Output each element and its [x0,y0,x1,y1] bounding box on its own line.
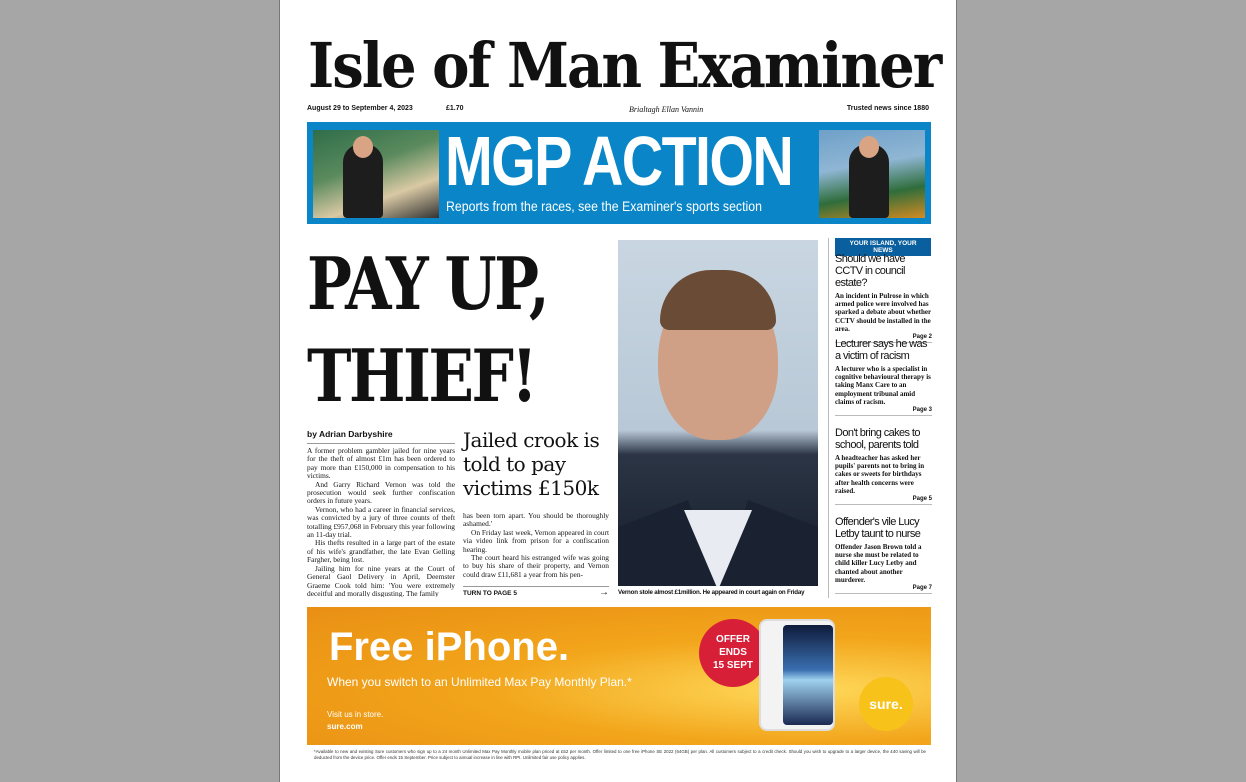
article-paragraph: And Garry Richard Vernon was told the prosecution would seek further confiscation orders in future years. [307,479,455,506]
badge-line-2: ENDS [719,647,747,658]
article-column-1 [307,447,455,597]
lead-subhead: Jailed crook is told to pay victims £150k [463,428,600,500]
lead-headline[interactable] [307,238,556,422]
issue-date: August 29 to September 4, 2023 [307,105,413,112]
article-paragraph: The court heard his estranged wife was going to buy his share of their property, and Vernon could draw £11,681 a year from his pen- [463,553,609,579]
photo-caption: Vernon stole almost £1million. He appeared in court again on Friday [618,589,805,596]
article-paragraph: Vernon, who had a career in financial services, was convicted by a jury of three counts of theft totalling £957,068 in February this year following an 11-day trial. [307,504,455,540]
iphone-image [759,619,835,731]
article-paragraph: His thefts resulted in a large part of the estate of his wife's grandfather, the late Evan Gelling Fargher, being lost. [307,538,455,565]
article-paragraph: has been torn apart. You should be thoroughly ashamed.' [463,512,609,529]
article-column-2 [463,512,609,586]
sure-iphone-advert[interactable] [307,607,931,745]
headline-line-2: THIEF! [307,333,536,418]
sidebar-story-page: Page 2 [835,334,932,343]
dateline [307,105,929,117]
sidebar-story-page: Page 3 [835,407,932,416]
sidebar-tag: YOUR ISLAND, YOUR NEWS [835,238,931,256]
sidebar-story-title: Offender's vile Lucy Letby taunt to nurse [835,516,921,540]
masthead-motto: Brialtagh Ellan Vannin [629,105,704,114]
headline-line-1: PAY UP, [307,241,548,326]
sidebar-story-letby[interactable] [835,516,932,594]
masthead [308,28,941,104]
masthead-title: Isle of Man Examiner [308,29,941,103]
rider-trophy-photo [313,130,439,218]
ad-fine-print: *Available to new and existing Sure customers who sign up to a 24 month Unlimited Max Pay Monthly mobile plan priced at £52 per month. Offer limited to one free iPhone SE 2022 (64GB) per plan. All customers subject to a credit check. Should you wish to upgrade to a larger device, the £40 saving will be deducted from the device price. Offer ends 15 September. Price subject to annual increase in line with RPI. Unlimited fair use policy applies. [314,749,926,760]
article-paragraph: A former problem gambler jailed for nine years for the theft of almost £1m has been ordered to pay more than £150,000 in compensation to his victims. [307,447,455,481]
byline: by Adrian Darbyshire [307,429,455,444]
masthead-tagline: Trusted news since 1880 [846,105,929,112]
sidebar-story-text: A lecturer who is a specialist in cognitive behavioural therapy is taking Manx Care to an employment tribunal amid claims of racism. [835,365,931,406]
sidebar-story-text: Offender Jason Brown told a nurse she must be related to child killer Lucy Letby and chanted about another murderer. [835,543,922,584]
front-page [279,0,957,782]
ad-url-link[interactable]: sure.com [327,722,363,731]
offer-badge [699,619,767,687]
ad-visit-text: Visit us in store. [327,710,384,719]
turn-to-page-link[interactable] [463,586,609,598]
sidebar-story-title: Should we have CCTV in council estate? [835,253,905,289]
sidebar-story-racism[interactable] [835,338,932,416]
sidebar-story-page: Page 7 [835,585,932,594]
mgp-banner[interactable] [307,122,931,224]
article-paragraph: On Friday last week, Vernon appeared in court via video link from prison for a confiscation hearing. [463,527,609,554]
rider-celebration-photo [819,130,925,218]
turn-to-label: TURN TO PAGE 5 [463,590,517,597]
sidebar-story-page: Page 5 [835,496,932,505]
banner-title: MGP ACTION [445,122,793,200]
sidebar-story-cakes[interactable] [835,427,932,505]
article-paragraph: Jailing him for nine years at the Court of General Gaol Delivery in April, Deemster Graeme Cook told him: 'You were extremely deceitful and morally disgusting. The family [307,563,455,597]
sidebar-story-title: Lecturer says he was a victim of racism [835,338,927,362]
news-sidebar [828,238,932,598]
issue-price: £1.70 [446,105,464,112]
ad-subtitle: When you switch to an Unlimited Max Pay Monthly Plan.* [327,675,632,689]
banner-subtitle: Reports from the races, see the Examiner's sports section [446,198,762,214]
badge-line-3: 15 SEPT [712,660,754,671]
ad-title: Free iPhone. [329,625,570,669]
sidebar-story-text: An incident in Pulrose in which armed police were involved has sparked a debate about whether CCTV should be installed in the area. [835,292,931,333]
sidebar-story-cctv[interactable] [835,253,932,343]
badge-line-1: OFFER [716,634,750,645]
sure-logo: sure. [859,677,913,731]
arrow-right-icon: → [599,587,609,598]
sidebar-story-text: A headteacher has asked her pupils' parents not to bring in cakes or sweets for birthdays after health concerns were raised. [835,454,925,495]
lead-portrait-photo [618,240,818,586]
sidebar-story-title: Don't bring cakes to school, parents told [835,427,920,451]
